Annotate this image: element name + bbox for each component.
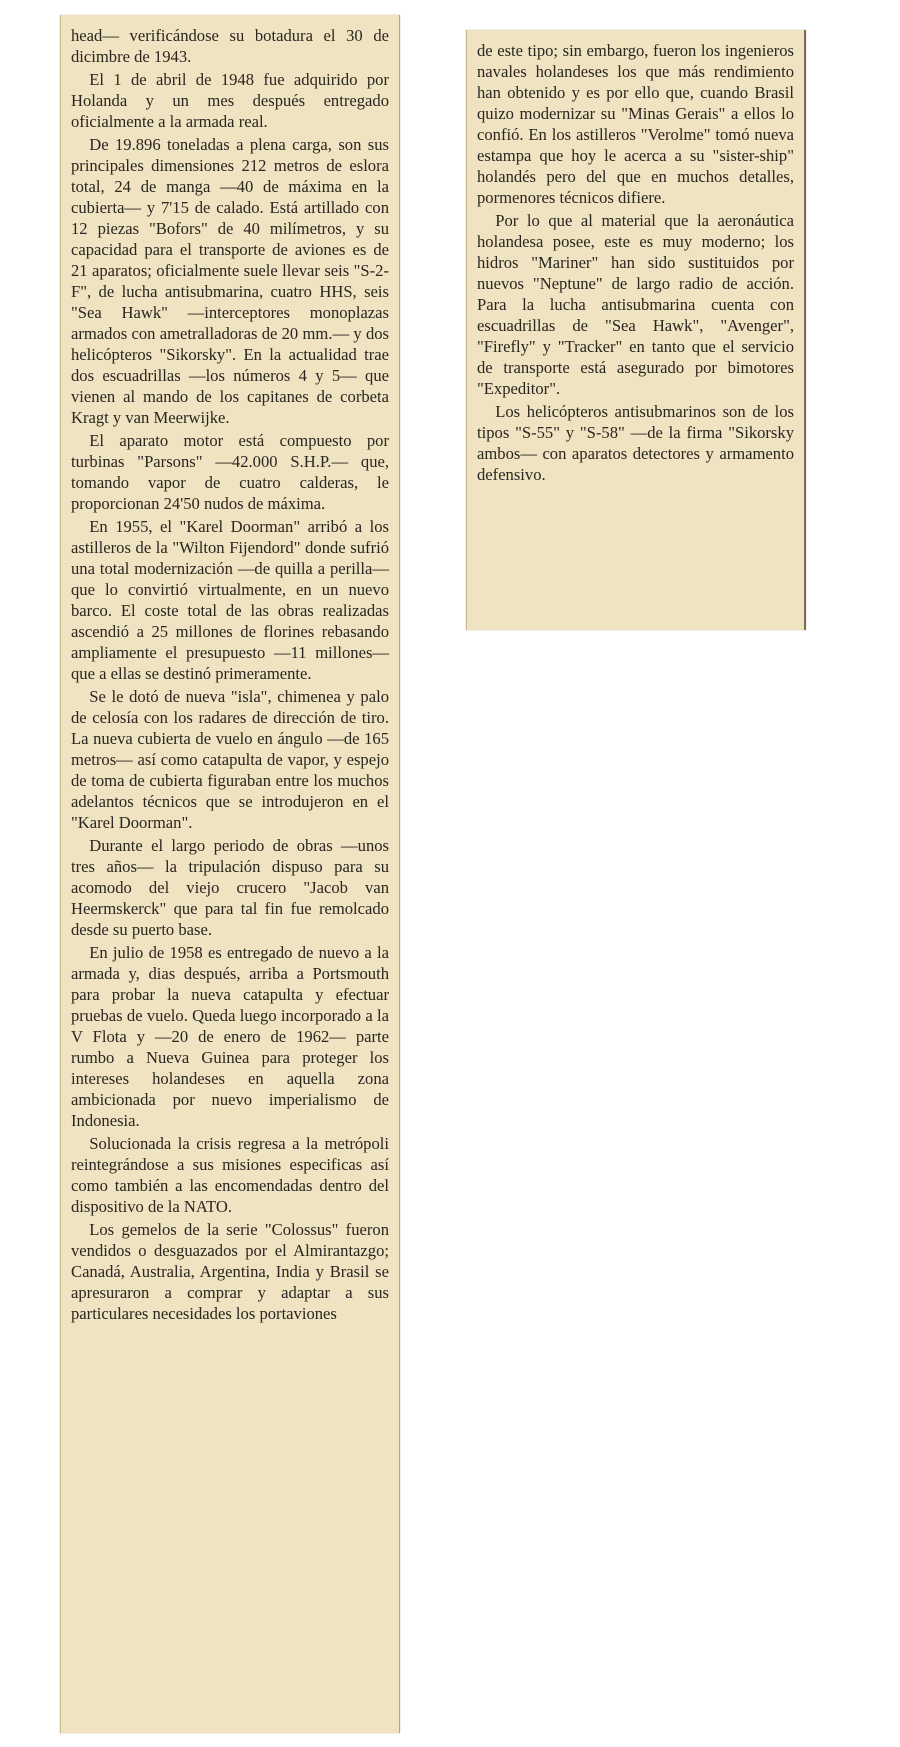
newspaper-clipping-right	[466, 30, 806, 630]
paragraph: Los helicópteros antisubmarinos son de los tipos "S-55" y "S-58" —de la firma "Sikorsky ambos— con aparatos detectores y armamento defensivo.	[477, 402, 794, 484]
paragraph: Durante el largo periodo de obras —unos tres años— la tripulación dispuso para su acomodo del viejo crucero "Jacob van Heermskerck" que para tal fin fue remolcado desde su puerto base.	[71, 836, 389, 939]
paragraph: En 1955, el "Karel Doorman" arribó a los astilleros de la "Wilton Fijendord" donde sufrió una total modernización —de quilla a perilla— que lo convirtió virtualmente, en un nuevo barco. El coste total de las obras realizadas ascendió a 25 millones de florines rebasando ampliamente el presupuesto —11 millones— que a ellas se destinó primeramente.	[71, 517, 389, 683]
paragraph: Solucionada la crisis regresa a la metrópoli reintegrándose a sus misiones especificas así como también a las encomendadas dentro del dispositivo de la NATO.	[71, 1134, 389, 1216]
paragraph: Por lo que al material que la aeronáutica holandesa posee, este es muy moderno; los hidros "Mariner" han sido sustituidos por nuevos "Neptune" de largo radio de acción. Para la lucha antisubmarina cuenta con escuadrillas de "Sea Hawk", "Avenger", "Firefly" y "Tracker" en tanto que el servicio de transporte está asegurado por bimotores "Expeditor".	[477, 211, 794, 398]
paragraph: El aparato motor está compuesto por turbinas "Parsons" —42.000 S.H.P.— que, tomando vapor de cuatro calderas, le proporcionan 24'50 nudos de máxima.	[71, 431, 389, 513]
paragraph: de este tipo; sin embargo, fueron los ingenieros navales holandeses los que más rendimiento han obtenido y es por ello que, cuando Brasil quizo modernizar su "Minas Gerais" a ellos lo confió. En los astilleros "Verolme" tomó nueva estampa que hoy le acerca a su "sister-ship" holandés pero del que en muchos detalles, pormenores técnicos difiere.	[477, 41, 794, 207]
newspaper-clipping-left	[60, 15, 400, 1733]
paragraph: Se le dotó de nueva "isla", chimenea y palo de celosía con los radares de dirección de tiro. La nueva cubierta de vuelo en ángulo —de 165 metros— así como catapulta de vapor, y espejo de toma de cubierta figuraban entre los muchos adelantos técnicos que se introdujeron en el "Karel Doorman".	[71, 687, 389, 832]
paragraph: El 1 de abril de 1948 fue adquirido por Holanda y un mes después entregado oficialmente a la armada real.	[71, 70, 389, 131]
paragraph: head— verificándose su botadura el 30 de dicimbre de 1943.	[71, 26, 389, 66]
paragraph: En julio de 1958 es entregado de nuevo a la armada y, dias después, arriba a Portsmouth para probar la nueva catapulta y efectuar pruebas de vuelo. Queda luego incorporado a la V Flota y —20 de enero de 1962— parte rumbo a Nueva Guinea para proteger los intereses holandeses en aquella zona ambicionada por nuevo imperialismo de Indonesia.	[71, 943, 389, 1130]
paragraph: De 19.896 toneladas a plena carga, son sus principales dimensiones 212 metros de eslora total, 24 de manga —40 de máxima en la cubierta— y 7'15 de calado. Está artillado con 12 piezas "Bofors" de 40 milímetros, y su capacidad para el transporte de aviones es de 21 aparatos; oficialmente suele llevar seis "S-2-F", de lucha antisubmarina, cuatro HHS, seis "Sea Hawk" —interceptores monoplazas armados con ametralladoras de 20 mm.— y dos helicópteros "Sikorsky". En la actualidad trae dos escuadrillas —los números 4 y 5— que vienen al mando de los capitanes de corbeta Kragt y van Meerwijke.	[71, 135, 389, 427]
paragraph: Los gemelos de la serie "Colossus" fueron vendidos o desguazados por el Almirantazgo; Canadá, Australia, Argentina, India y Brasil se apresuraron a comprar y adaptar a sus particulares necesidades los portaviones	[71, 1220, 389, 1323]
